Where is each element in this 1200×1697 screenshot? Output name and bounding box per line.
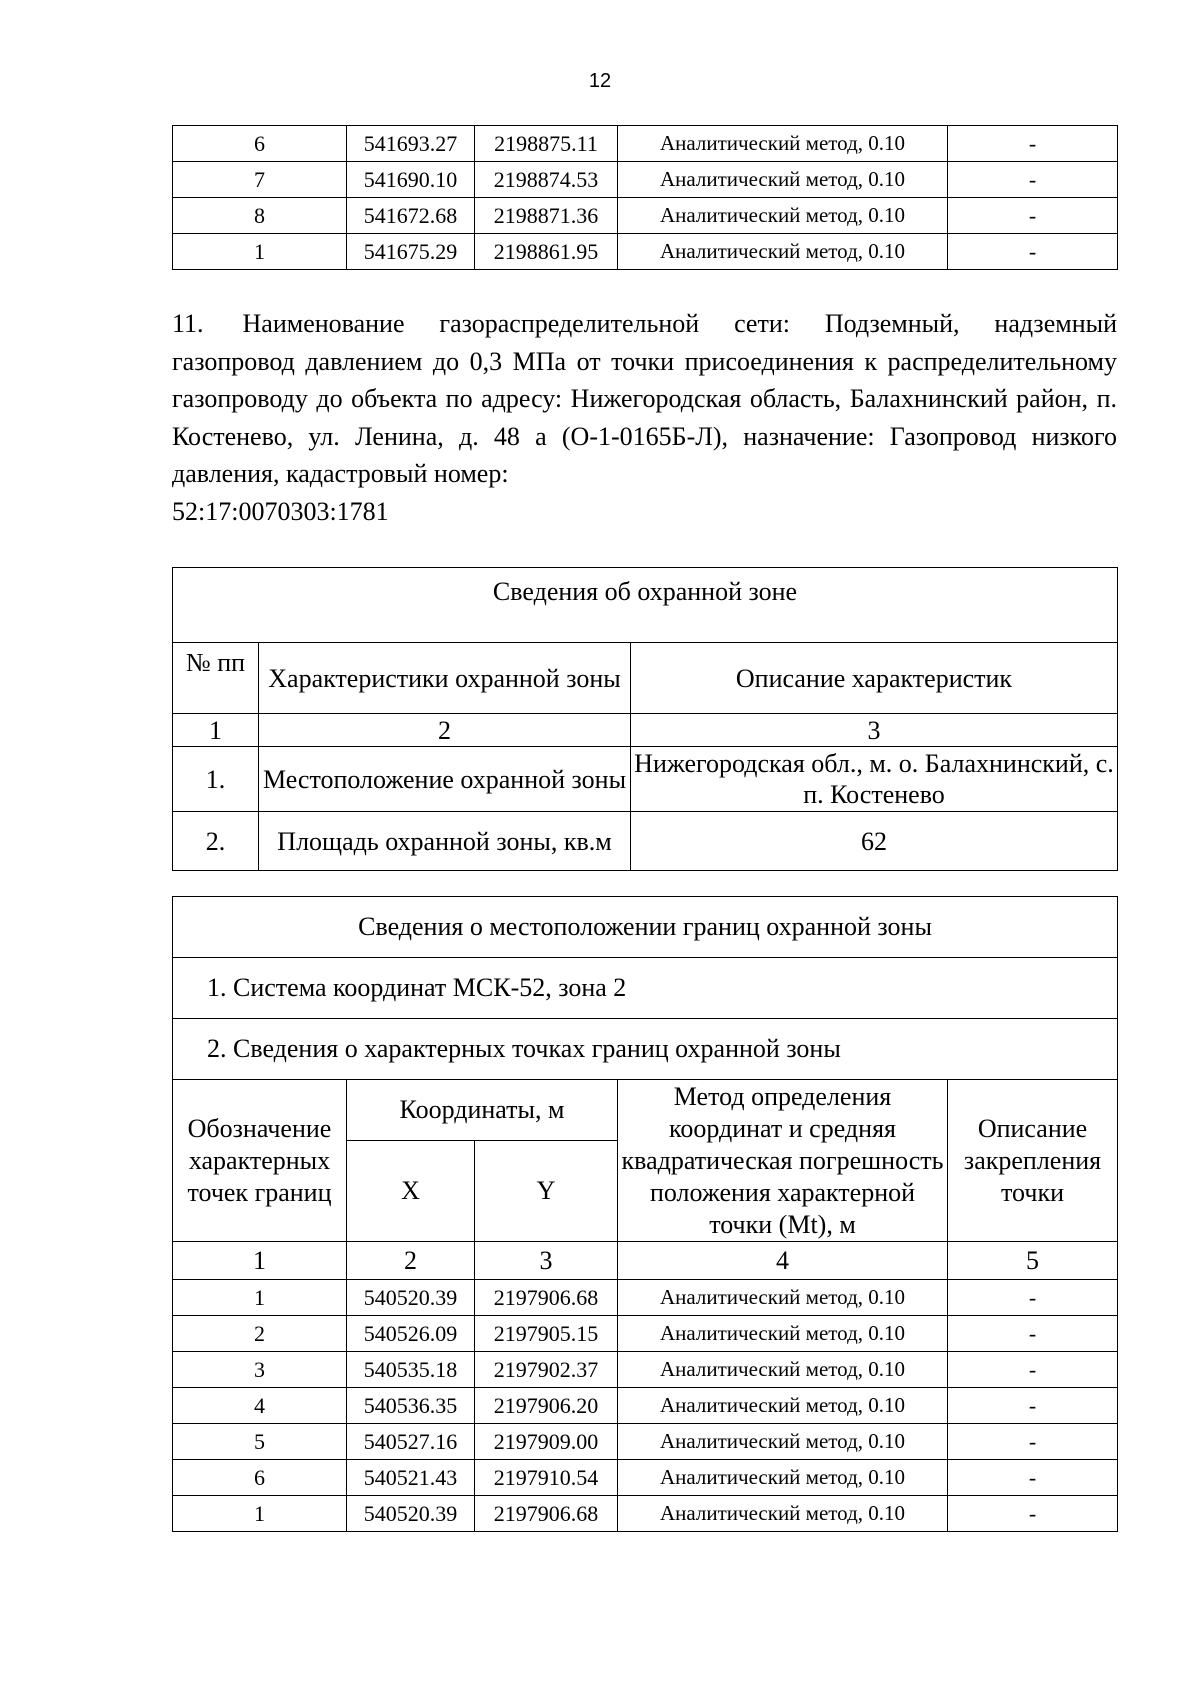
- point-number: 3: [173, 1352, 347, 1388]
- coordinate-system: 1. Система координат МСК-52, зона 2: [173, 958, 1118, 1019]
- header-coordinates: Координаты, м: [347, 1080, 618, 1141]
- coord-y: 2197902.37: [475, 1352, 618, 1388]
- table-row: [173, 747, 1118, 812]
- coord-x: 541672.68: [347, 198, 475, 234]
- table-row: [173, 162, 1118, 198]
- table-row: [173, 1424, 1118, 1460]
- header-method: Метод определения координат и средняя квадратическая погрешность положения характерной точки (Mt), м: [618, 1080, 948, 1242]
- column-number-2: 2: [347, 1242, 475, 1280]
- table-row: [173, 126, 1118, 162]
- row-description: Нижегородская обл., м. о. Балахнинский, с. п. Костенево: [631, 747, 1118, 812]
- table-row: [173, 234, 1118, 270]
- method: Аналитический метод, 0.10: [618, 1388, 948, 1424]
- header-characteristics: Характеристики охранной зоны: [259, 643, 631, 714]
- zone-table-title: Сведения об охранной зоне: [173, 568, 1118, 643]
- description: -: [948, 162, 1118, 198]
- column-number-3: 3: [475, 1242, 618, 1280]
- coord-y: 2198861.95: [475, 234, 618, 270]
- method: Аналитический метод, 0.10: [618, 1316, 948, 1352]
- coord-x: 540520.39: [347, 1280, 475, 1316]
- table-row: [173, 198, 1118, 234]
- header-designation: Обозначение характерных точек границ: [173, 1080, 347, 1242]
- coord-x: 541693.27: [347, 126, 475, 162]
- column-number-1: 1: [173, 1242, 347, 1280]
- method: Аналитический метод, 0.10: [618, 1280, 948, 1316]
- point-number: 7: [173, 162, 347, 198]
- column-number-2: 2: [259, 714, 631, 747]
- coord-x: 540526.09: [347, 1316, 475, 1352]
- point-number: 1: [173, 234, 347, 270]
- coord-y: 2197905.15: [475, 1316, 618, 1352]
- row-number: 2.: [173, 812, 259, 871]
- table-row: [173, 1496, 1118, 1532]
- coordinates-table-continuation: [172, 125, 1118, 270]
- table-row: [173, 1280, 1118, 1316]
- description: -: [948, 1352, 1118, 1388]
- coord-y: 2197906.20: [475, 1388, 618, 1424]
- boundary-location-table: [172, 896, 1118, 1532]
- header-number: № пп: [173, 643, 259, 714]
- point-number: 5: [173, 1424, 347, 1460]
- point-number: 6: [173, 1460, 347, 1496]
- method: Аналитический метод, 0.10: [618, 162, 948, 198]
- row-description: 62: [631, 812, 1118, 871]
- description: -: [948, 1496, 1118, 1532]
- page-number: 12: [588, 70, 612, 92]
- description: -: [948, 1388, 1118, 1424]
- row-number: 1.: [173, 747, 259, 812]
- header-description: Описание характеристик: [631, 643, 1118, 714]
- coord-x: 540527.16: [347, 1424, 475, 1460]
- table-row: [173, 1460, 1118, 1496]
- cadastral-number: 52:17:0070303:1781: [172, 496, 389, 526]
- row-characteristic: Площадь охранной зоны, кв.м: [259, 812, 631, 871]
- protection-zone-table: [172, 567, 1118, 871]
- column-number-3: 3: [631, 714, 1118, 747]
- section-11-text: 11. Наименование газораспределительной сети: Подземный, надземный газопровод давлением до 0,3 МПа от точки присоединения к распределительному газопроводу до объекта по адресу: Нижегородская область, Балахнинский район, п. Костенево, ул. Ленина, д. 48 а (О-1-0165Б-Л), назначение: Газопровод низкого давления, кадастровый номер:: [172, 309, 1117, 488]
- location-table-title: Сведения о местоположении границ охранной зоны: [173, 897, 1118, 958]
- method: Аналитический метод, 0.10: [618, 126, 948, 162]
- point-number: 2: [173, 1316, 347, 1352]
- description: -: [948, 1460, 1118, 1496]
- description: -: [948, 1316, 1118, 1352]
- point-number: 1: [173, 1496, 347, 1532]
- coord-x: 540535.18: [347, 1352, 475, 1388]
- point-number: 6: [173, 126, 347, 162]
- section-11-paragraph: [172, 305, 1117, 530]
- point-number: 8: [173, 198, 347, 234]
- column-number-4: 4: [618, 1242, 948, 1280]
- description: -: [948, 126, 1118, 162]
- table-row: [173, 1352, 1118, 1388]
- points-title: 2. Сведения о характерных точках границ охранной зоны: [173, 1019, 1118, 1080]
- coord-y: 2198874.53: [475, 162, 618, 198]
- point-number: 4: [173, 1388, 347, 1424]
- description: -: [948, 234, 1118, 270]
- point-number: 1: [173, 1280, 347, 1316]
- coord-y: 2197906.68: [475, 1496, 618, 1532]
- coord-x: 541690.10: [347, 162, 475, 198]
- row-characteristic: Местоположение охранной зоны: [259, 747, 631, 812]
- description: -: [948, 1424, 1118, 1460]
- method: Аналитический метод, 0.10: [618, 1460, 948, 1496]
- header-y: Y: [475, 1141, 618, 1242]
- header-x: X: [347, 1141, 475, 1242]
- table-row: [173, 812, 1118, 871]
- method: Аналитический метод, 0.10: [618, 1352, 948, 1388]
- table-row: [173, 1316, 1118, 1352]
- coord-x: 540536.35: [347, 1388, 475, 1424]
- column-number-1: 1: [173, 714, 259, 747]
- coord-x: 540521.43: [347, 1460, 475, 1496]
- coord-x: 540520.39: [347, 1496, 475, 1532]
- description: -: [948, 198, 1118, 234]
- method: Аналитический метод, 0.10: [618, 1424, 948, 1460]
- method: Аналитический метод, 0.10: [618, 234, 948, 270]
- method: Аналитический метод, 0.10: [618, 198, 948, 234]
- coord-y: 2197910.54: [475, 1460, 618, 1496]
- column-number-5: 5: [948, 1242, 1118, 1280]
- coord-y: 2198871.36: [475, 198, 618, 234]
- header-fixing-description: Описание закрепления точки: [948, 1080, 1118, 1242]
- table-row: [173, 1388, 1118, 1424]
- coord-x: 541675.29: [347, 234, 475, 270]
- coord-y: 2198875.11: [475, 126, 618, 162]
- coord-y: 2197906.68: [475, 1280, 618, 1316]
- coord-y: 2197909.00: [475, 1424, 618, 1460]
- method: Аналитический метод, 0.10: [618, 1496, 948, 1532]
- description: -: [948, 1280, 1118, 1316]
